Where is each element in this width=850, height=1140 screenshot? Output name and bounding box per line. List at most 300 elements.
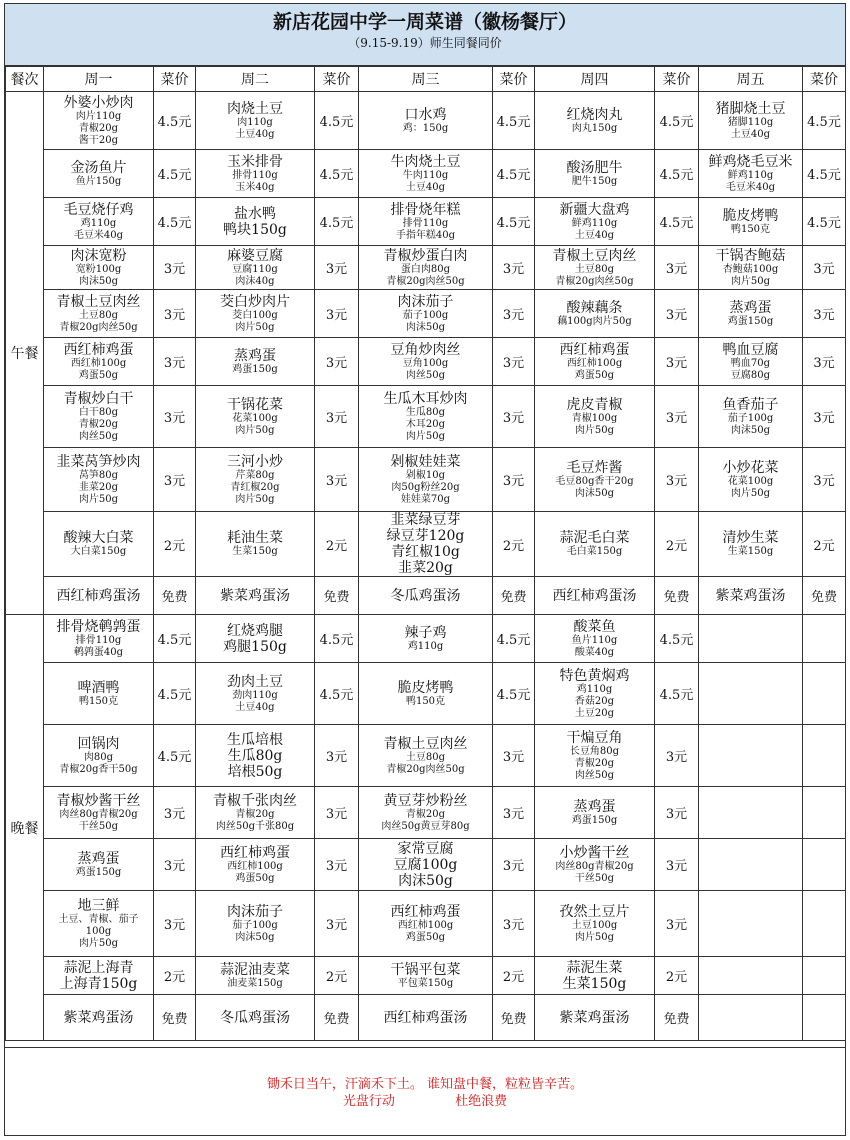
table-row xyxy=(6,957,846,995)
dish-name: 鱼香茄子 xyxy=(722,396,779,413)
dish-price: 3元 xyxy=(315,448,359,512)
dish-ingredient: 青椒20g xyxy=(405,808,446,820)
dish-ingredient: 青椒20g肉丝50g xyxy=(555,275,634,287)
dish-name: 蒸鸡蛋 xyxy=(729,299,772,316)
dish-price: 免费 xyxy=(493,577,535,615)
dish-cell xyxy=(196,338,315,386)
dish-price: 免费 xyxy=(315,577,359,615)
dish-name: 蒜泥油麦菜 xyxy=(220,961,290,978)
dish-ingredient: 上海青150g xyxy=(59,975,138,992)
col-header-price: 菜价 xyxy=(154,67,196,92)
dish-name: 牛肉烧土豆 xyxy=(390,153,461,170)
dish-cell xyxy=(196,577,315,615)
weekly-menu-table xyxy=(5,66,846,1041)
dish-ingredient: 茭白100g xyxy=(232,309,278,321)
empty-cell xyxy=(803,957,846,995)
table-row xyxy=(6,386,846,448)
dish-price: 4.5元 xyxy=(493,663,535,725)
dish-ingredient: 青椒20g肉丝50g xyxy=(59,321,138,333)
dish-cell xyxy=(196,290,315,338)
dish-cell xyxy=(44,957,154,995)
dish-ingredient: 干丝50g xyxy=(574,872,615,884)
dish-ingredient: 青椒100g xyxy=(571,412,618,424)
dish-ingredient: 油麦菜150g xyxy=(227,977,283,989)
footer-slogans xyxy=(5,1093,845,1110)
empty-cell xyxy=(803,663,846,725)
dish-cell xyxy=(359,725,493,787)
dish-ingredient: 土豆80g xyxy=(574,263,615,275)
col-header-price: 菜价 xyxy=(655,67,699,92)
empty-cell xyxy=(699,957,803,995)
dish-name: 豆角炒肉丝 xyxy=(390,341,461,358)
dish-cell xyxy=(535,891,655,957)
dish-cell xyxy=(44,891,154,957)
dish-price: 3元 xyxy=(154,839,196,891)
col-header-day: 周一 xyxy=(44,67,154,92)
dish-ingredient: 肉沫50g xyxy=(235,931,275,943)
dish-cell xyxy=(44,725,154,787)
dish-cell xyxy=(44,787,154,839)
dish-ingredient: 土豆40g xyxy=(235,701,275,713)
dish-price: 4.5元 xyxy=(154,663,196,725)
dish-cell xyxy=(699,577,803,615)
dish-cell xyxy=(44,386,154,448)
dish-ingredient: 肉片50g xyxy=(235,424,275,436)
dish-price: 免费 xyxy=(315,995,359,1041)
slogan-no-waste: 杜绝浪费 xyxy=(455,1094,508,1109)
dish-cell xyxy=(196,839,315,891)
lunch-label: 午餐 xyxy=(6,92,44,615)
menu-sheet xyxy=(4,3,846,1136)
dish-name: 肉沫宽粉 xyxy=(70,247,127,264)
empty-cell xyxy=(699,891,803,957)
dish-name: 虎皮青椒 xyxy=(566,396,623,413)
dish-name: 干锅平包菜 xyxy=(390,961,461,978)
dish-cell xyxy=(196,615,315,663)
dish-price: 4.5元 xyxy=(154,92,196,150)
dish-price: 3元 xyxy=(154,290,196,338)
dish-cell xyxy=(359,839,493,891)
dish-name: 干锅杏鲍菇 xyxy=(715,247,786,264)
dish-ingredient: 肉片50g xyxy=(78,493,119,505)
dish-cell xyxy=(699,92,803,150)
dish-price: 3元 xyxy=(803,246,846,290)
dish-price: 4.5元 xyxy=(315,92,359,150)
dish-name: 冬瓜鸡蛋汤 xyxy=(220,1009,290,1026)
empty-cell xyxy=(699,839,803,891)
dish-ingredient: 青椒20g xyxy=(78,418,119,430)
dish-ingredient: 鸡110g xyxy=(407,640,444,652)
dish-ingredient: 肉丸150g xyxy=(571,122,618,134)
table-row xyxy=(6,448,846,512)
dish-price: 3元 xyxy=(493,246,535,290)
dish-price: 2元 xyxy=(803,512,846,577)
dish-cell xyxy=(44,512,154,577)
dish-ingredient: 木耳20g xyxy=(405,418,446,430)
dish-ingredient: 白干80g xyxy=(78,406,119,418)
dish-ingredient: 肉片110g xyxy=(75,110,122,122)
dish-ingredient: 肉片50g xyxy=(574,931,615,943)
table-row xyxy=(6,891,846,957)
dish-price: 2元 xyxy=(493,957,535,995)
dish-ingredient: 藕100g肉片50g xyxy=(557,315,632,327)
dish-ingredient: 西红柿100g xyxy=(566,357,623,369)
dish-price: 4.5元 xyxy=(493,615,535,663)
dish-ingredient: 绿豆芽120g xyxy=(386,528,465,544)
dish-name: 家常豆腐 xyxy=(397,840,454,857)
dish-ingredient: 肉丝50g xyxy=(78,430,119,442)
dish-cell xyxy=(196,386,315,448)
dish-cell xyxy=(535,577,655,615)
dish-name: 小炒酱干丝 xyxy=(559,844,630,861)
dish-price: 3元 xyxy=(154,448,196,512)
empty-cell xyxy=(803,995,846,1041)
dish-name: 紫菜鸡蛋汤 xyxy=(559,1009,630,1026)
dish-price: 3元 xyxy=(315,891,359,957)
dish-ingredient: 土豆、青椒、茄子 xyxy=(58,913,139,925)
col-header-day: 周五 xyxy=(699,67,803,92)
dish-name: 西红柿鸡蛋汤 xyxy=(383,1009,468,1026)
dish-cell xyxy=(196,246,315,290)
empty-cell xyxy=(803,891,846,957)
dish-ingredient: 西红柿100g xyxy=(70,357,127,369)
dish-ingredient: 肉110g xyxy=(237,116,273,128)
dish-ingredient: 青椒20g肉丝50g xyxy=(386,763,465,775)
table-row xyxy=(6,663,846,725)
dish-cell xyxy=(44,290,154,338)
dish-ingredient: 排骨110g xyxy=(402,217,449,229)
dish-ingredient: 手指年糕40g xyxy=(395,229,456,241)
dish-name: 干锅花菜 xyxy=(227,396,283,413)
dish-price: 2元 xyxy=(493,512,535,577)
dish-name: 红烧肉丸 xyxy=(566,106,623,123)
dish-price: 4.5元 xyxy=(154,198,196,246)
dish-name: 韭菜莴笋炒肉 xyxy=(56,453,141,470)
table-row xyxy=(6,995,846,1041)
dish-ingredient: 韭菜20g xyxy=(78,481,119,493)
dish-price: 4.5元 xyxy=(315,663,359,725)
dish-price: 3元 xyxy=(493,787,535,839)
dish-ingredient: 鸭150克 xyxy=(78,695,119,707)
dish-ingredient: 鸡蛋150g xyxy=(571,814,618,826)
dish-price: 4.5元 xyxy=(803,92,846,150)
dish-name: 劲肉土豆 xyxy=(227,673,283,690)
dish-cell xyxy=(196,512,315,577)
dish-ingredient: 毛白菜150g xyxy=(566,546,623,557)
dish-ingredient: 剁椒10g xyxy=(405,469,446,481)
dish-price: 3元 xyxy=(315,839,359,891)
dish-name: 新疆大盘鸡 xyxy=(559,201,630,218)
dish-name: 剁椒娃娃菜 xyxy=(390,453,461,470)
dish-ingredient: 生菜150g xyxy=(562,975,627,992)
table-row xyxy=(6,512,846,577)
dish-cell xyxy=(44,839,154,891)
dish-ingredient: 酸菜40g xyxy=(574,646,615,658)
col-header-price: 菜价 xyxy=(315,67,359,92)
dish-ingredient: 西红柿100g xyxy=(227,860,283,872)
dish-cell xyxy=(359,150,493,198)
dish-ingredient: 西红柿100g xyxy=(397,919,454,931)
dish-ingredient: 肉沫50g xyxy=(574,487,615,499)
empty-cell xyxy=(699,995,803,1041)
dish-cell xyxy=(44,995,154,1041)
dish-price: 免费 xyxy=(154,577,196,615)
dish-ingredient: 毛豆米40g xyxy=(725,181,776,193)
dish-name: 蒜泥毛白菜 xyxy=(559,530,630,546)
dish-name: 生瓜木耳炒肉 xyxy=(383,390,468,407)
dish-price: 4.5元 xyxy=(315,615,359,663)
dish-name: 西红柿鸡蛋汤 xyxy=(552,587,637,604)
dish-ingredient: 豆角100g xyxy=(402,357,449,369)
dish-ingredient: 肉片50g xyxy=(405,430,446,442)
dish-ingredient: 鸡蛋50g xyxy=(574,369,615,381)
dish-ingredient: 鸭150克 xyxy=(730,223,771,235)
dish-cell xyxy=(699,338,803,386)
dish-price: 4.5元 xyxy=(154,725,196,787)
dish-price: 3元 xyxy=(493,448,535,512)
dish-ingredient: 肉沫50g xyxy=(730,424,771,436)
dish-price: 3元 xyxy=(493,386,535,448)
dish-ingredient: 土豆20g xyxy=(574,707,615,719)
dish-price: 2元 xyxy=(655,512,699,577)
dish-name: 脆皮烤鸭 xyxy=(722,207,779,224)
dish-cell xyxy=(699,246,803,290)
dish-price: 4.5元 xyxy=(655,615,699,663)
dish-price: 3元 xyxy=(803,448,846,512)
dish-ingredient: 土豆40g xyxy=(235,128,275,140)
dish-price: 2元 xyxy=(154,957,196,995)
dish-name: 排骨烧鹌鹑蛋 xyxy=(56,618,141,635)
dish-ingredient: 肉丝50g xyxy=(405,369,446,381)
dish-name: 肉沫茄子 xyxy=(227,903,283,920)
empty-cell xyxy=(699,615,803,663)
dish-name: 麻婆豆腐 xyxy=(227,247,283,264)
dish-ingredient: 鸭块150g xyxy=(223,221,287,238)
dish-name: 青椒千张肉丝 xyxy=(213,792,297,809)
dish-cell xyxy=(359,891,493,957)
dish-price: 3元 xyxy=(315,386,359,448)
dish-name: 三河小炒 xyxy=(227,453,283,470)
dish-price: 4.5元 xyxy=(655,198,699,246)
dish-ingredient: 鸡110g xyxy=(576,683,613,695)
dish-ingredient: 鸡蛋150g xyxy=(75,866,122,878)
dish-price: 3元 xyxy=(154,891,196,957)
dish-ingredient: 鸭150克 xyxy=(405,695,446,707)
col-header-day: 周三 xyxy=(359,67,493,92)
empty-cell xyxy=(803,787,846,839)
dish-cell xyxy=(196,995,315,1041)
dish-price: 2元 xyxy=(315,512,359,577)
dish-ingredient: 青椒20g肉丝50g xyxy=(386,275,465,287)
dish-name: 蒸鸡蛋 xyxy=(77,850,120,867)
dish-cell xyxy=(535,663,655,725)
dish-ingredient: 大白菜150g xyxy=(70,546,127,557)
dish-ingredient: 鱼片110g xyxy=(571,634,618,646)
table-row xyxy=(6,577,846,615)
dish-cell xyxy=(535,787,655,839)
dish-ingredient: 茄子100g xyxy=(727,412,774,424)
table-row xyxy=(6,290,846,338)
dish-ingredient: 肉片50g xyxy=(730,275,771,287)
empty-cell xyxy=(803,725,846,787)
dish-cell xyxy=(196,448,315,512)
dish-price: 3元 xyxy=(493,290,535,338)
dish-price: 4.5元 xyxy=(493,198,535,246)
dish-cell xyxy=(359,246,493,290)
dish-ingredient: 排骨110g xyxy=(75,634,122,646)
dish-price: 3元 xyxy=(803,290,846,338)
dish-name: 西红柿鸡蛋汤 xyxy=(56,587,141,604)
dish-ingredient: 猪脚110g xyxy=(727,116,774,128)
dish-name: 猪脚烧土豆 xyxy=(715,100,786,117)
dish-ingredient: 平包菜150g xyxy=(397,977,454,989)
dish-name: 西红柿鸡蛋 xyxy=(390,903,461,920)
dish-name: 西红柿鸡蛋 xyxy=(63,341,134,358)
dish-name: 酸辣藕条 xyxy=(566,299,623,316)
dish-ingredient: 肉丝50g xyxy=(574,769,615,781)
dish-ingredient: 酱干20g xyxy=(78,134,119,146)
dish-ingredient: 肉丝80g青椒20g xyxy=(555,860,634,872)
dish-cell xyxy=(44,150,154,198)
dish-ingredient: 香菇20g xyxy=(574,695,615,707)
title-banner xyxy=(5,4,845,66)
dish-price: 3元 xyxy=(655,290,699,338)
dish-name: 西红柿鸡蛋 xyxy=(559,341,630,358)
dish-ingredient: 肉80g xyxy=(83,751,114,763)
dish-price: 2元 xyxy=(154,512,196,577)
dish-ingredient: 肉丝50g千张80g xyxy=(215,820,295,832)
col-header-price: 菜价 xyxy=(493,67,535,92)
dish-ingredient: 鸡蛋50g xyxy=(78,369,119,381)
dish-name: 耗油生菜 xyxy=(227,530,283,546)
dish-cell xyxy=(699,198,803,246)
dish-ingredient: 牛肉110g xyxy=(402,169,449,181)
dish-ingredient: 鸡：150g xyxy=(402,122,449,134)
dish-cell xyxy=(535,92,655,150)
dish-ingredient: 干丝50g xyxy=(78,820,119,832)
dish-name: 青椒土豆肉丝 xyxy=(552,247,637,264)
dish-cell xyxy=(359,386,493,448)
dish-ingredient: 芹菜80g xyxy=(235,469,275,481)
dish-ingredient: 培根50g xyxy=(227,763,283,780)
dish-price: 4.5元 xyxy=(655,663,699,725)
dish-price: 4.5元 xyxy=(154,615,196,663)
dish-ingredient: 青红椒20g xyxy=(230,481,280,493)
dish-name: 肉烧土豆 xyxy=(227,100,283,117)
dish-cell xyxy=(196,150,315,198)
dish-ingredient: 鲜鸡110g xyxy=(571,217,618,229)
footer xyxy=(5,1047,845,1135)
dish-ingredient: 土豆40g xyxy=(574,229,615,241)
dish-price: 3元 xyxy=(493,725,535,787)
dish-name: 蒸鸡蛋 xyxy=(573,798,616,815)
dish-name: 红烧鸡腿 xyxy=(227,622,283,639)
dish-price: 3元 xyxy=(315,725,359,787)
dish-price: 3元 xyxy=(315,338,359,386)
dish-name: 金汤鱼片 xyxy=(70,159,127,176)
dish-price: 4.5元 xyxy=(493,150,535,198)
dish-price: 4.5元 xyxy=(493,92,535,150)
dish-cell xyxy=(535,338,655,386)
dish-cell xyxy=(535,725,655,787)
dish-price: 3元 xyxy=(154,246,196,290)
dish-price: 3元 xyxy=(154,787,196,839)
dish-cell xyxy=(44,663,154,725)
col-header-day: 周四 xyxy=(535,67,655,92)
dish-cell xyxy=(535,448,655,512)
dish-cell xyxy=(359,663,493,725)
dish-ingredient: 杏鲍菇100g xyxy=(722,263,779,275)
dish-cell xyxy=(699,448,803,512)
dish-ingredient: 100g xyxy=(85,925,112,937)
dish-cell xyxy=(535,150,655,198)
dish-name: 酸辣大白菜 xyxy=(63,530,134,546)
dish-cell xyxy=(359,92,493,150)
dish-name: 玉米排骨 xyxy=(227,153,283,170)
dish-name: 韭菜绿豆芽 xyxy=(390,512,461,528)
dish-price: 3元 xyxy=(655,338,699,386)
dish-ingredient: 娃娃菜70g xyxy=(400,493,451,505)
dish-ingredient: 鹌鹑蛋40g xyxy=(73,646,124,658)
dish-ingredient: 肉片50g xyxy=(235,493,275,505)
dish-price: 3元 xyxy=(154,386,196,448)
dish-ingredient: 土豆100g xyxy=(571,919,618,931)
dish-cell xyxy=(359,512,493,577)
dish-price: 3元 xyxy=(315,246,359,290)
dish-ingredient: 豆腐80g xyxy=(730,369,771,381)
dish-name: 啤酒鸭 xyxy=(77,679,120,696)
dish-ingredient: 肉丝50g黄豆芽80g xyxy=(381,820,470,832)
dish-price: 3元 xyxy=(655,725,699,787)
dish-ingredient: 花菜100g xyxy=(727,475,774,487)
dish-cell xyxy=(44,92,154,150)
dish-cell xyxy=(535,246,655,290)
dish-name: 紫菜鸡蛋汤 xyxy=(220,587,290,604)
dish-ingredient: 土豆80g xyxy=(78,309,119,321)
dish-name: 小炒花菜 xyxy=(722,459,779,476)
dish-price: 4.5元 xyxy=(315,150,359,198)
dish-ingredient: 宽粉100g xyxy=(75,263,122,275)
dish-cell xyxy=(359,198,493,246)
dish-name: 孜然土豆片 xyxy=(559,903,630,920)
dish-name: 地三鲜 xyxy=(77,897,120,914)
dish-name: 青椒土豆肉丝 xyxy=(383,735,468,752)
dish-cell xyxy=(535,198,655,246)
dish-ingredient: 肉沫50g xyxy=(405,321,446,333)
slogan-clean-plate: 光盘行动 xyxy=(342,1094,395,1109)
dish-cell xyxy=(196,787,315,839)
col-header-day: 周二 xyxy=(196,67,315,92)
dish-cell xyxy=(196,663,315,725)
dish-name: 盐水鸭 xyxy=(234,205,276,222)
dish-price: 3元 xyxy=(315,290,359,338)
dish-name: 酸汤肥牛 xyxy=(566,159,623,176)
dish-cell xyxy=(44,615,154,663)
dish-name: 脆皮烤鸭 xyxy=(397,679,454,696)
dish-cell xyxy=(699,512,803,577)
table-row xyxy=(6,92,846,150)
dish-ingredient: 土豆40g xyxy=(405,181,446,193)
dish-cell xyxy=(44,577,154,615)
table-row xyxy=(6,338,846,386)
dish-name: 紫菜鸡蛋汤 xyxy=(63,1009,134,1026)
dish-name: 口水鸡 xyxy=(404,106,447,123)
dish-cell xyxy=(196,198,315,246)
table-row xyxy=(6,246,846,290)
dish-ingredient: 鸡蛋150g xyxy=(727,315,774,327)
dish-ingredient: 生菜150g xyxy=(232,546,278,557)
table-row xyxy=(6,150,846,198)
